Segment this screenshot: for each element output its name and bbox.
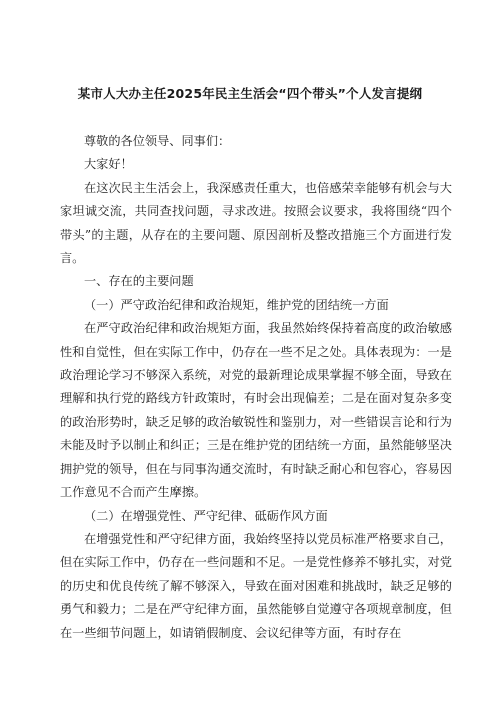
document-body — [60, 130, 452, 645]
subsection-heading-political-discipline: （一）严守政治纪律和政治规矩，维护党的团结统一方面 — [84, 297, 389, 312]
salutation: 尊敬的各位领导、同事们： — [84, 134, 231, 148]
subsection-paragraph-party-spirit: 在增强党性和严守纪律方面，我始终坚持以党员标准严格要求自己，但在实际工作中，仍存在一些问题和不足。一是党性修养不够扎实，对党的历史和优良传统了解不够深入，导致在面对困难和挑战时，缺乏足够的勇气和毅力；二是在严守纪律方面，虽然能够自觉遵守各项规章制度，但在一些细节问题上，如请销假制度、会议纪律等方面，有时存在 — [60, 531, 452, 640]
section-heading-problems: 一、存在的主要问题 — [84, 274, 194, 289]
intro-paragraph: 在这次民主生活会上，我深感责任重大，也倍感荣幸能够有机会与大家坦诚交流，共同查找问题，寻求改进。按照会议要求，我将围绕“四个带头”的主题，从存在的主要问题、原因剖析及整改措施三个方面进行发言。 — [60, 180, 452, 266]
document-title: 某市人大办主任2025年民主生活会“四个带头”个人发言提纲 — [77, 86, 423, 101]
subsection-heading-party-spirit: （二）在增强党性、严守纪律、砥砺作风方面 — [84, 508, 328, 523]
greeting: 大家好！ — [84, 157, 133, 172]
subsection-paragraph-political-discipline: 在严守政治纪律和政治规矩方面，我虽然始终保持着高度的政治敏感性和自觉性，但在实际工作中，仍存在一些不足之处。具体表现为：一是政治理论学习不够深入系统，对党的最新理论成果掌握不够全面，导致在理解和执行党的路线方针政策时，有时会出现偏差；二是在面对复杂多变的政治形势时，缺乏足够的政治敏锐性和鉴别力，对一些错误言论和行为未能及时予以制止和纠正；三是在维护党的团结统一方面，虽然能够坚决拥护党的领导，但在与同事沟通交流时，有时缺乏耐心和包容心，容易因工作意见不合而产生摩擦。 — [60, 321, 452, 500]
